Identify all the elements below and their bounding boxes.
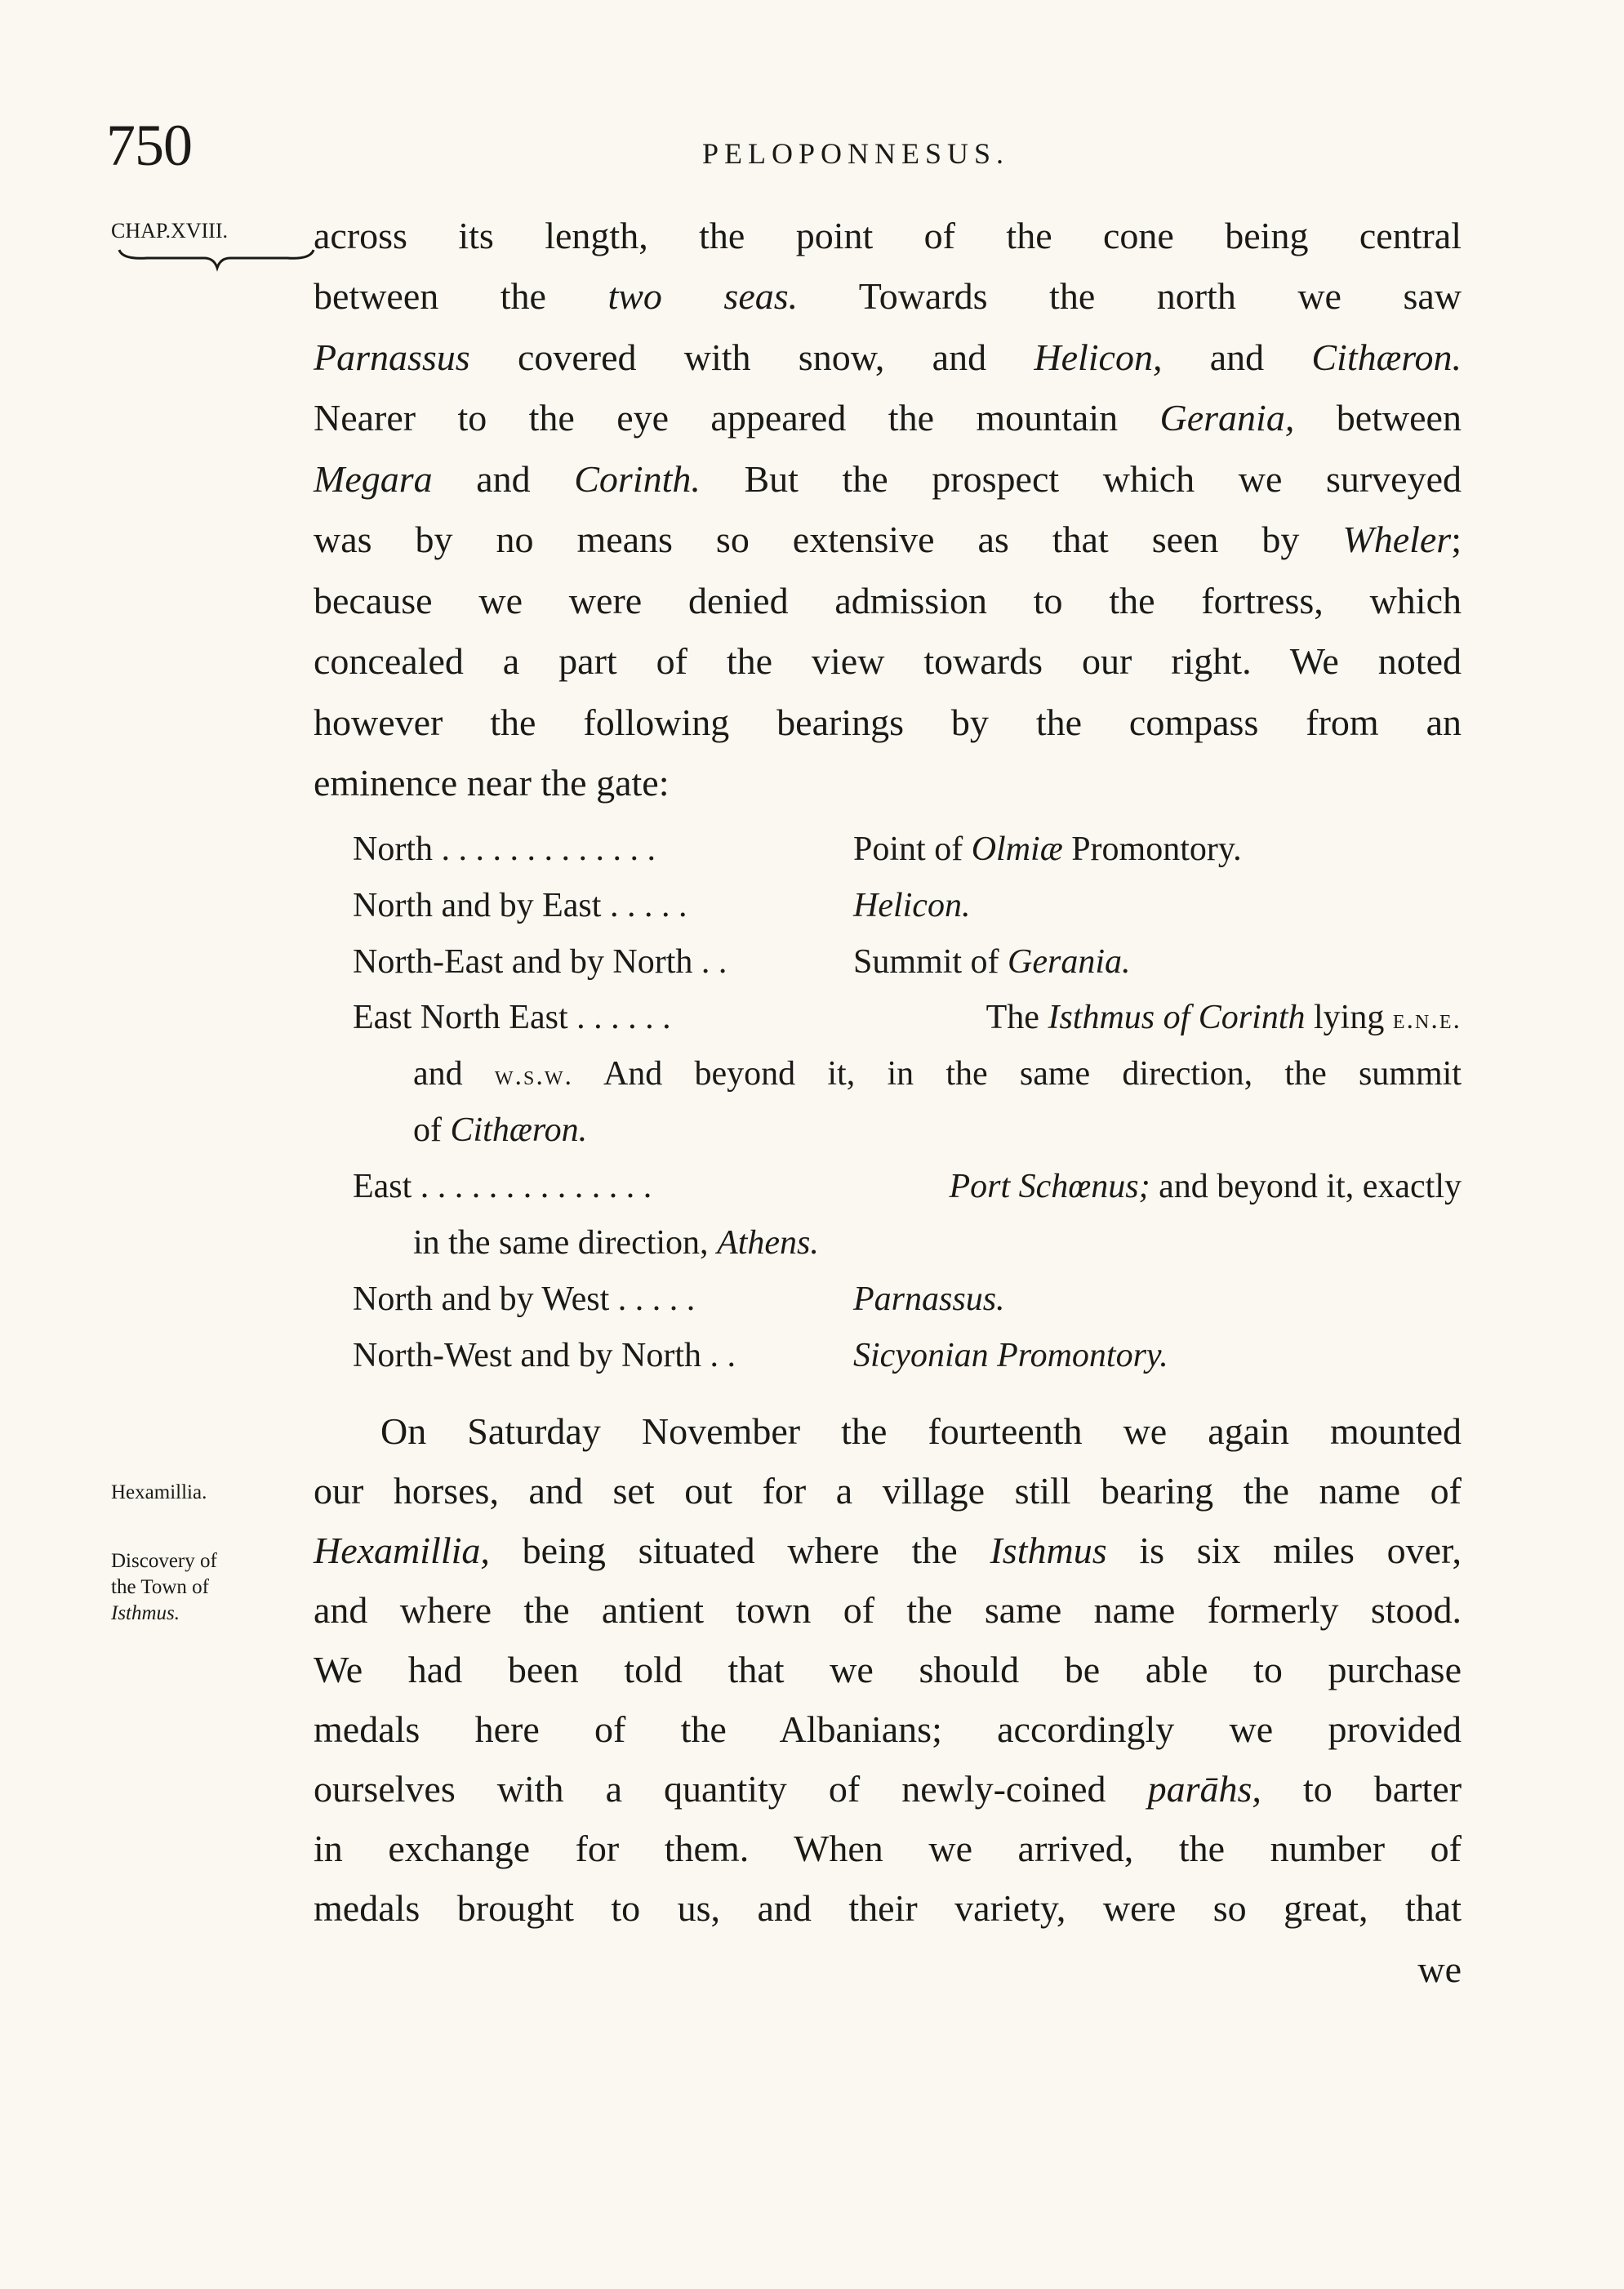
margin-note-discovery-1: Discovery of xyxy=(111,1550,217,1572)
running-title: PELOPONNESUS. xyxy=(702,137,1010,170)
catchword: we xyxy=(1417,1948,1462,1990)
bearing-target: Summit of Gerania. xyxy=(853,943,1131,981)
bearing-direction: North-West and by North . . xyxy=(353,1337,736,1374)
para1-line: eminence near the gate: xyxy=(314,762,670,804)
bearing-direction: North and by West . . . . . xyxy=(353,1280,696,1318)
bearing-target: Point of Olmiæ Promontory. xyxy=(853,831,1242,868)
chapter-mark: CHAP.XVIII. xyxy=(111,219,228,243)
para2-line: our horses, and set out for a village still bearing the name of xyxy=(314,1470,1462,1512)
para1-line: across its length, the point of the cone being central xyxy=(314,215,1462,256)
para2-line: On Saturday November the fourteenth we again mounted xyxy=(380,1410,1462,1452)
page-number: 750 xyxy=(106,113,192,178)
para1-line: between the two seas. Towards the north we saw xyxy=(314,275,1462,317)
margin-note-discovery-2: the Town of xyxy=(111,1576,209,1598)
margin-note-discovery-3: Isthmus. xyxy=(111,1602,180,1624)
para2-line: medals brought to us, and their variety, were so great, that xyxy=(314,1887,1462,1929)
margin-note-hexamillia: Hexamillia. xyxy=(111,1481,207,1503)
bearing-target: Parnassus. xyxy=(853,1280,1005,1318)
para1-line: because we were denied admission to the fortress, which xyxy=(314,580,1462,621)
bearing-continuation: of Cithæron. xyxy=(413,1111,588,1149)
para2-line: in exchange for them. When we arrived, the number of xyxy=(314,1828,1462,1869)
para1-line: was by no means so extensive as that seen by Wheler; xyxy=(314,519,1462,560)
para2-line: and where the antient town of the same name formerly stood. xyxy=(314,1589,1462,1631)
para1-line: Parnassus covered with snow, and Helicon, and Cithæron. xyxy=(314,336,1462,378)
para2-line: Hexamillia, being situated where the Isthmus is six miles over, xyxy=(314,1530,1462,1571)
bearing-direction: North-East and by North . . xyxy=(353,943,727,981)
para1-line: Nearer to the eye appeared the mountain Gerania, between xyxy=(314,397,1462,439)
bearing-direction: North and by East . . . . . xyxy=(353,887,687,924)
bearing-target: Port Schœnus; and beyond it, exactly xyxy=(949,1168,1462,1205)
bearing-continuation: in the same direction, Athens. xyxy=(413,1224,819,1262)
para1-line: however the following bearings by the compass from an xyxy=(314,701,1462,743)
para1-line: Megara and Corinth. But the prospect which we surveyed xyxy=(314,458,1462,500)
para2-line: ourselves with a quantity of newly-coined parāhs, to barter xyxy=(314,1768,1462,1810)
bearing-target: Sicyonian Promontory. xyxy=(853,1337,1168,1374)
bearing-continuation: and w.s.w. And beyond it, in the same direction, the summit xyxy=(413,1055,1462,1093)
bearing-direction: North . . . . . . . . . . . . . xyxy=(353,831,656,868)
para2-line: We had been told that we should be able to purchase xyxy=(314,1649,1462,1690)
bearing-target: Helicon. xyxy=(853,887,971,924)
bearing-direction: East North East . . . . . . xyxy=(353,999,671,1036)
bearing-direction: East . . . . . . . . . . . . . . xyxy=(353,1168,652,1205)
para1-line: concealed a part of the view towards our right. We noted xyxy=(314,640,1462,682)
bearing-target: The Isthmus of Corinth lying e.n.e. xyxy=(986,999,1462,1036)
chapter-brace-ornament xyxy=(114,243,318,276)
para2-line: medals here of the Albanians; accordingly we provided xyxy=(314,1708,1462,1750)
